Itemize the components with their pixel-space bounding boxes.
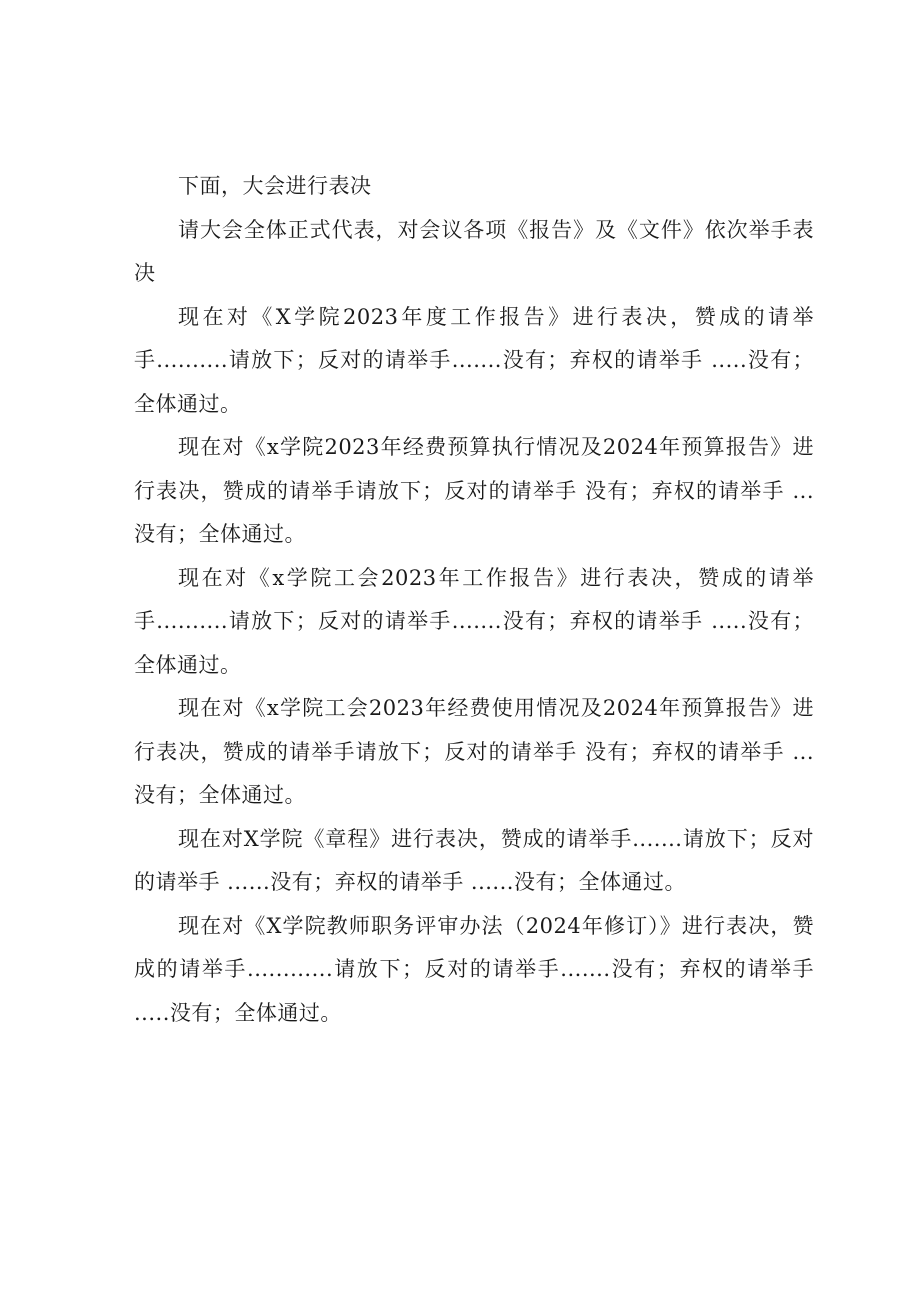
paragraph-vote-union-budget-report: 现在对《x学院工会2023年经费使用情况及2024年预算报告》进行表决，赞成的请举手请放下；反对的请举手 没有；弃权的请举手 ...没有；全体通过。: [134, 696, 814, 807]
paragraph-vote-evaluation-rules: 现在对《X学院教师职务评审办法（2024年修订）》进行表决，赞成的请举手............请放下；反对的请举手.......没有；弃权的请举手 .....没有；全体通过。: [134, 913, 814, 1025]
paragraph-vote-union-work-report: 现在对《x学院工会2023年工作报告》进行表决，赞成的请举手..........请放下；反对的请举手.......没有；弃权的请举手 .....没有；全体通过。: [134, 565, 814, 677]
paragraph-vote-work-report: 现在对《X学院2023年度工作报告》进行表决，赞成的请举手..........请放下；反对的请举手.......没有；弃权的请举手 .....没有；全体通过。: [134, 304, 814, 416]
paragraph-intro: 下面，大会进行表决: [178, 174, 372, 198]
document-body: [134, 165, 814, 1035]
paragraph-instruction: 请大会全体正式代表，对会议各项《报告》及《文件》依次举手表决: [134, 217, 814, 285]
paragraph-vote-charter: 现在对X学院《章程》进行表决，赞成的请举手.......请放下；反对的请举手 ......没有；弃权的请举手 ......没有；全体通过。: [134, 826, 814, 894]
paragraph-vote-budget-report: 现在对《x学院2023年经费预算执行情况及2024年预算报告》进行表决，赞成的请举手请放下；反对的请举手 没有；弃权的请举手 ...没有；全体通过。: [134, 435, 814, 546]
